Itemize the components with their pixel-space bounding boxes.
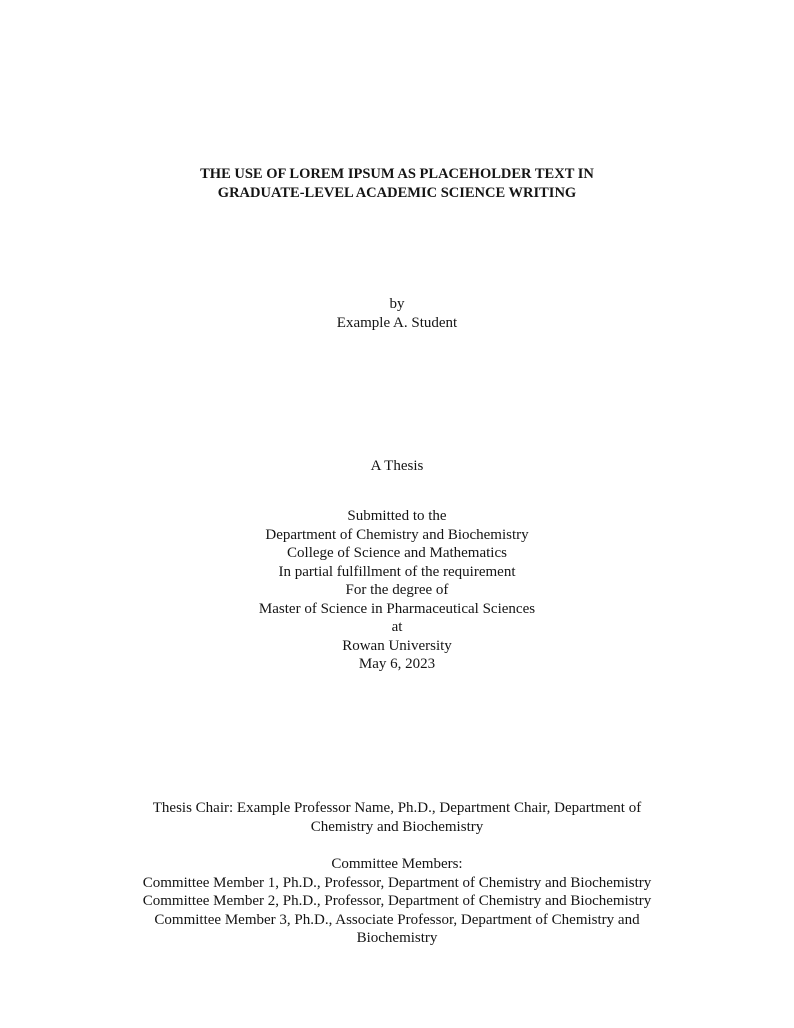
submission-date: May 6, 2023 bbox=[358, 656, 436, 672]
committee-member-1: Committee Member 1, Ph.D., Professor, Department of Chemistry and Biochemistry bbox=[142, 874, 652, 891]
degree-label: For the degree of bbox=[345, 582, 449, 598]
thesis-title bbox=[0, 165, 794, 202]
department: Department of Chemistry and Biochemistry bbox=[265, 526, 529, 543]
college: College of Science and Mathematics bbox=[287, 545, 507, 561]
submission-statement bbox=[0, 507, 794, 674]
committee-member-3-continued: Biochemistry bbox=[356, 930, 438, 946]
thesis-title-line-2: GRADUATE-LEVEL ACADEMIC SCIENCE WRITING bbox=[217, 184, 577, 201]
committee-member-2: Committee Member 2, Ph.D., Professor, Department of Chemistry and Biochemistry bbox=[142, 893, 652, 909]
at-label: at bbox=[391, 619, 403, 635]
committee-members bbox=[0, 855, 794, 948]
submitted-to: Submitted to the bbox=[347, 508, 447, 524]
author-name: Example A. Student bbox=[336, 314, 458, 331]
document-type-label: A Thesis bbox=[370, 458, 424, 474]
thesis-chair-line-2: Chemistry and Biochemistry bbox=[310, 818, 484, 835]
thesis-chair bbox=[0, 799, 794, 836]
thesis-chair-line-1: Thesis Chair: Example Professor Name, Ph.D., Department Chair, Department of bbox=[152, 800, 642, 816]
by-label: by bbox=[389, 296, 405, 312]
degree-name: Master of Science in Pharmaceutical Sciences bbox=[258, 600, 536, 617]
committee-member-3: Committee Member 3, Ph.D., Associate Professor, Department of Chemistry and bbox=[154, 911, 640, 928]
committee-heading: Committee Members: bbox=[331, 856, 463, 872]
author-block bbox=[0, 295, 794, 332]
fulfillment-statement: In partial fulfillment of the requirement bbox=[278, 563, 516, 580]
thesis-title-line-1: THE USE OF LOREM IPSUM AS PLACEHOLDER TEXT IN bbox=[200, 166, 594, 182]
document-type bbox=[0, 457, 794, 476]
university: Rowan University bbox=[342, 637, 452, 654]
